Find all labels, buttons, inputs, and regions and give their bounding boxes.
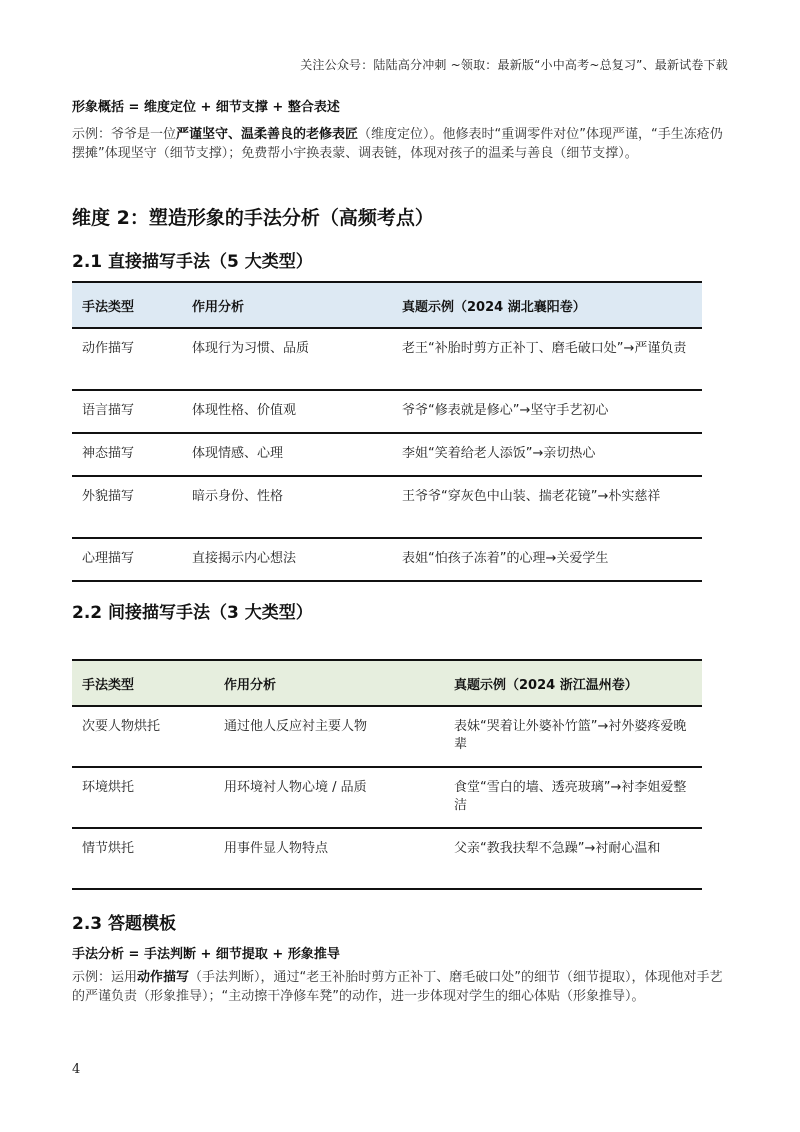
column-header: 真题示例（2024 浙江温州卷） — [454, 677, 638, 693]
method-type-cell: 情节烘托 — [82, 841, 135, 856]
function-cell: 暗示身份、性格 — [192, 489, 284, 504]
example-cell: 表妹“哭着让外婆补竹篮”→衬外婆疼爱晚辈 — [454, 719, 687, 752]
table-row — [72, 390, 702, 433]
example-highlight: 动作描写 — [137, 970, 190, 985]
image-summary-formula: 形象概括 = 维度定位 + 细节支撑 + 整合表述 — [72, 100, 340, 115]
direct-description-table — [72, 281, 702, 582]
column-header: 作用分析 — [192, 299, 245, 315]
example-cell: 父亲“教我扶犁不急躁”→衬耐心温和 — [454, 841, 661, 856]
image-summary-example: 示例：爷爷是一位严谨坚守、温柔善良的老修表匠（维度定位）。他修表时“重调零件对位”体现严谨，“手生冻疮仍摆摊”体现坚守（细节支撑）；免费帮小宇换表蒙、调表链，体现对孩子的温柔与善良（细节支撑）。 — [72, 127, 723, 161]
example-cell: 李姐“笑着给老人添饭”→亲切热心 — [402, 446, 596, 461]
function-cell: 体现行为习惯、品质 — [192, 341, 310, 356]
method-type-cell: 次要人物烘托 — [82, 719, 161, 734]
function-cell: 用环境衬人物心境 / 品质 — [224, 780, 367, 795]
column-header: 作用分析 — [224, 677, 277, 693]
table-row — [72, 538, 702, 581]
table-row — [72, 433, 702, 476]
table-header-row — [72, 282, 702, 328]
method-type-cell: 环境烘托 — [82, 780, 135, 795]
function-cell: 体现性格、价值观 — [192, 403, 297, 418]
table-row — [72, 828, 702, 889]
section-2-1-heading: 2.1 直接描写手法（5 大类型） — [72, 252, 313, 272]
dimension-2-heading: 维度 2：塑造形象的手法分析（高频考点） — [72, 207, 434, 229]
function-cell: 通过他人反应衬主要人物 — [224, 719, 368, 734]
method-type-cell: 语言描写 — [82, 403, 135, 418]
method-type-cell: 神态描写 — [82, 446, 135, 461]
example-cell: 老王“补胎时剪方正补丁、磨毛破口处”→严谨负责 — [402, 341, 687, 356]
section-2-2-heading: 2.2 间接描写手法（3 大类型） — [72, 603, 313, 623]
method-type-cell: 心理描写 — [82, 551, 135, 566]
example-highlight: 严谨坚守、温柔善良的老修表匠 — [176, 127, 359, 142]
function-cell: 体现情感、心理 — [192, 446, 284, 461]
indirect-description-table — [72, 659, 702, 890]
answer-template-formula: 手法分析 = 手法判断 + 细节提取 + 形象推导 — [72, 947, 340, 962]
section-2-3-heading: 2.3 答题模板 — [72, 914, 177, 934]
example-cell: 爷爷“修表就是修心”→坚守手艺初心 — [402, 403, 609, 418]
method-type-cell: 动作描写 — [82, 341, 135, 356]
table-row — [72, 328, 702, 390]
table-row — [72, 476, 702, 538]
function-cell: 直接揭示内心想法 — [192, 551, 297, 566]
column-header: 真题示例（2024 湖北襄阳卷） — [402, 299, 586, 315]
page-number: 4 — [72, 1062, 81, 1077]
header-note: 关注公众号：陆陆高分冲刺 ~领取：最新版“小中高考~总复习”、最新试卷下载 — [300, 58, 728, 72]
function-cell: 用事件显人物特点 — [224, 841, 329, 856]
table-row — [72, 767, 702, 828]
table-header-row — [72, 660, 702, 706]
column-header: 手法类型 — [82, 677, 135, 693]
column-header: 手法类型 — [82, 299, 135, 315]
example-cell: 表姐“怕孩子冻着”的心理→关爱学生 — [402, 551, 609, 566]
method-type-cell: 外貌描写 — [82, 489, 135, 504]
example-cell: 食堂“雪白的墙、透亮玻璃”→衬李姐爱整洁 — [454, 780, 687, 813]
answer-template-example: 示例：运用动作描写（手法判断），通过“老王补胎时剪方正补丁、磨毛破口处”的细节（细节提取），体现他对手艺的严谨负责（形象推导）；“主动擦干净修车凳”的动作，进一步体现对学生的细心体贴（形象推导）。 — [72, 970, 723, 1004]
example-cell: 王爷爷“穿灰色中山装、揣老花镜”→朴实慈祥 — [402, 489, 661, 504]
table-row — [72, 706, 702, 767]
